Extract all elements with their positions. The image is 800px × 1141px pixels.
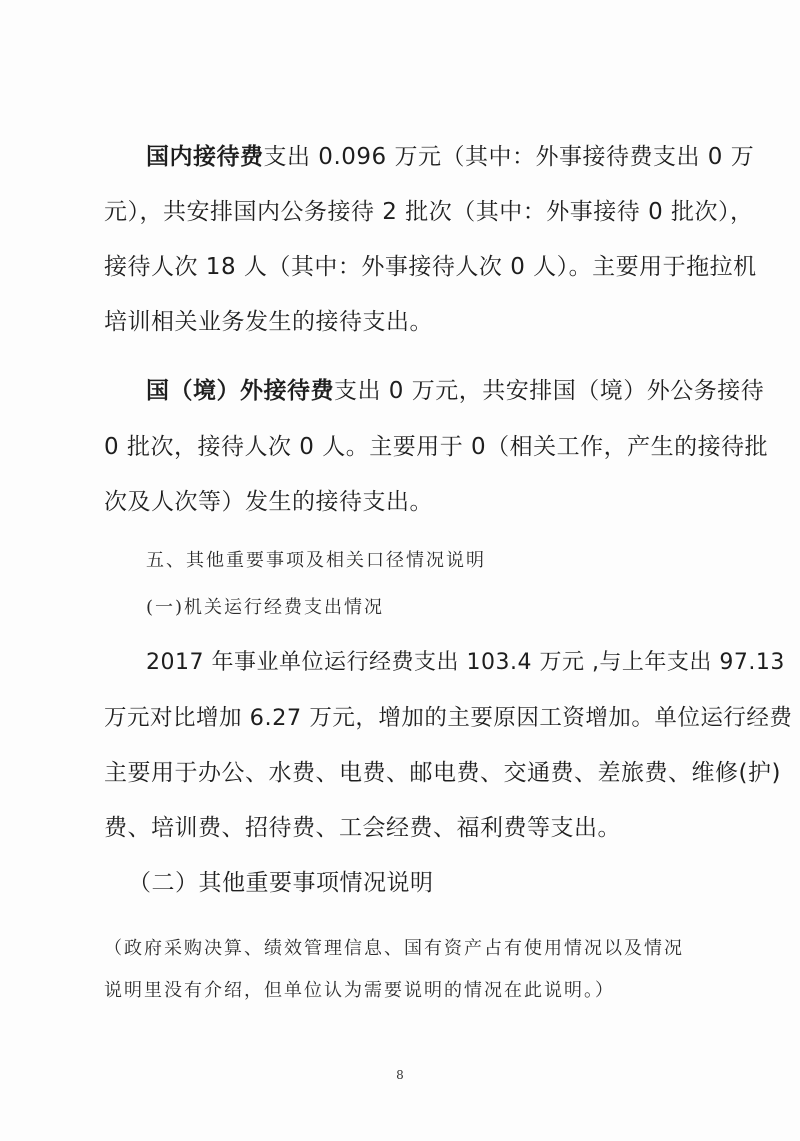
domestic-reception-line-4: 培训相关业务发生的接待支出。 bbox=[104, 309, 433, 335]
subsection-heading-two: （二）其他重要事项情况说明 bbox=[128, 870, 434, 896]
domestic-reception-line-3: 接待人次 18 人（其中：外事接待人次 0 人）。主要用于拖拉机 bbox=[104, 254, 757, 280]
operating-expense-line-3: 主要用于办公、水费、电费、邮电费、交通费、差旅费、维修(护) bbox=[104, 760, 781, 786]
foreign-reception-line-2: 0 批次，接待人次 0 人。主要用于 0（相关工作，产生的接待批 bbox=[104, 434, 769, 460]
operating-expense-line-4: 费、培训费、招待费、工会经费、福利费等支出。 bbox=[104, 815, 621, 841]
note-line-1: （政府采购决算、绩效管理信息、国有资产占有使用情况以及情况 bbox=[104, 938, 684, 959]
page-number: 8 bbox=[396, 1068, 404, 1082]
domestic-reception-line-2: 元），共安排国内公务接待 2 批次（其中：外事接待 0 批次）， bbox=[104, 199, 754, 225]
domestic-reception-line-1 bbox=[146, 142, 754, 172]
operating-expense-line-1: 2017 年事业单位运行经费支出 103.4 万元 ,与上年支出 97.13 bbox=[146, 650, 785, 675]
foreign-reception-line-3: 次及人次等）发生的接待支出。 bbox=[104, 489, 433, 515]
foreign-reception-line-1 bbox=[146, 376, 764, 406]
subsection-heading-one: (一)机关运行经费支出情况 bbox=[146, 597, 385, 618]
foreign-reception-title: 国（境）外接待费 bbox=[146, 378, 334, 404]
domestic-reception-title: 国内接待费 bbox=[146, 144, 264, 170]
domestic-reception-text: 支出 0.096 万元（其中：外事接待费支出 0 万 bbox=[263, 144, 755, 170]
section-heading-five: 五、其他重要事项及相关口径情况说明 bbox=[146, 550, 486, 571]
note-line-2: 说明里没有介绍，但单位认为需要说明的情况在此说明。） bbox=[104, 980, 615, 1001]
operating-expense-line-2: 万元对比增加 6.27 万元，增加的主要原因工资增加。单位运行经费 bbox=[104, 705, 793, 731]
foreign-reception-text: 支出 0 万元，共安排国（境）外公务接待 bbox=[334, 378, 765, 404]
